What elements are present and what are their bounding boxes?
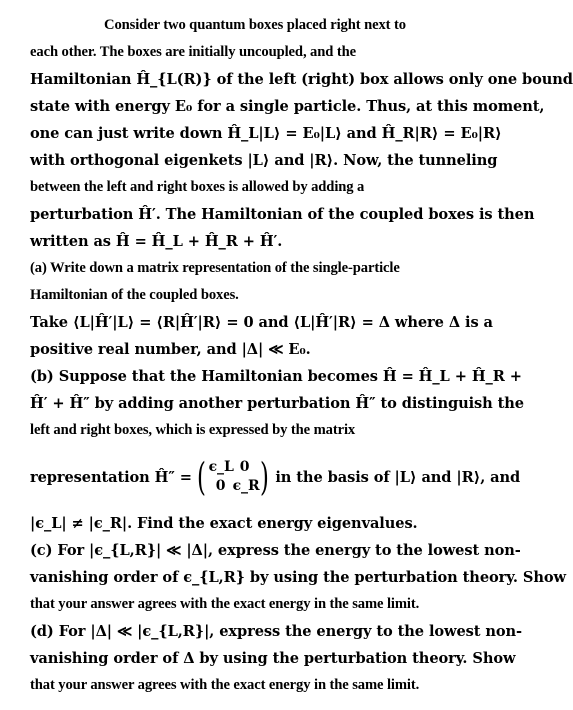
- matrix-suffix: in the basis of |L⟩ and |R⟩, and: [275, 468, 521, 486]
- matrix-cell: 0: [239, 459, 250, 475]
- text-line: state with energy E₀ for a single particle. Thus, at this moment,: [30, 98, 545, 115]
- matrix-grid: [208, 458, 260, 496]
- text-line: Take ⟨L|Ĥ′|L⟩ = ⟨R|Ĥ′|R⟩ = 0 and ⟨L|Ĥ′|R⟩ = Δ where Δ is a: [30, 314, 493, 331]
- text-line: Consider two quantum boxes placed right next to: [104, 17, 406, 33]
- right-paren: ): [259, 455, 269, 499]
- text-line: (a) Write down a matrix representation of the single-particle: [30, 260, 400, 276]
- matrix-prefix: representation Ĥ″ =: [30, 468, 192, 486]
- text-line: that your answer agrees with the exact energy in the same limit.: [30, 677, 420, 693]
- text-line: (b) Suppose that the Hamiltonian becomes Ĥ = Ĥ_L + Ĥ_R +: [30, 368, 522, 385]
- matrix-cell: ϵ_R: [232, 478, 260, 494]
- text-line: Ĥ′ + Ĥ″ by adding another perturbation Ĥ″ to distinguish the: [30, 395, 524, 412]
- text-line: positive real number, and |Δ| ≪ E₀.: [30, 341, 311, 358]
- text-line: Hamiltonian of the coupled boxes.: [30, 287, 239, 303]
- text-line: one can just write down Ĥ_L|L⟩ = E₀|L⟩ and Ĥ_R|R⟩ = E₀|R⟩: [30, 125, 502, 142]
- text-line: (c) For |ϵ_{L,R}| ≪ |Δ|, express the energy to the lowest non-: [30, 542, 521, 559]
- text-line: (d) For |Δ| ≪ |ϵ_{L,R}|, express the energy to the lowest non-: [30, 623, 523, 640]
- text-line: Hamiltonian Ĥ_{L(R)} of the left (right) box allows only one bound: [30, 71, 573, 88]
- text-line: each other. The boxes are initially uncoupled, and the: [30, 44, 356, 60]
- text-line: vanishing order of ϵ_{L,R} by using the perturbation theory. Show: [30, 569, 566, 586]
- matrix-line: [30, 444, 521, 510]
- matrix-cell: 0: [215, 478, 226, 494]
- text-line: left and right boxes, which is expressed by the matrix: [30, 422, 356, 438]
- matrix-cell: ϵ_L: [208, 459, 234, 475]
- text-line: written as Ĥ = Ĥ_L + Ĥ_R + Ĥ′.: [30, 233, 283, 250]
- text-line: vanishing order of Δ by using the perturbation theory. Show: [30, 650, 516, 667]
- text-line: |ϵ_L| ≠ |ϵ_R|. Find the exact energy eigenvalues.: [30, 515, 418, 532]
- text-line: between the left and right boxes is allowed by adding a: [30, 179, 365, 195]
- problem-text: [30, 12, 573, 699]
- text-line: perturbation Ĥ′. The Hamiltonian of the coupled boxes is then: [30, 206, 535, 223]
- perturbation-matrix: [194, 457, 271, 497]
- text-line: with orthogonal eigenkets |L⟩ and |R⟩. Now, the tunneling: [30, 152, 498, 169]
- text-line: that your answer agrees with the exact energy in the same limit.: [30, 596, 420, 612]
- left-paren: (: [196, 455, 206, 499]
